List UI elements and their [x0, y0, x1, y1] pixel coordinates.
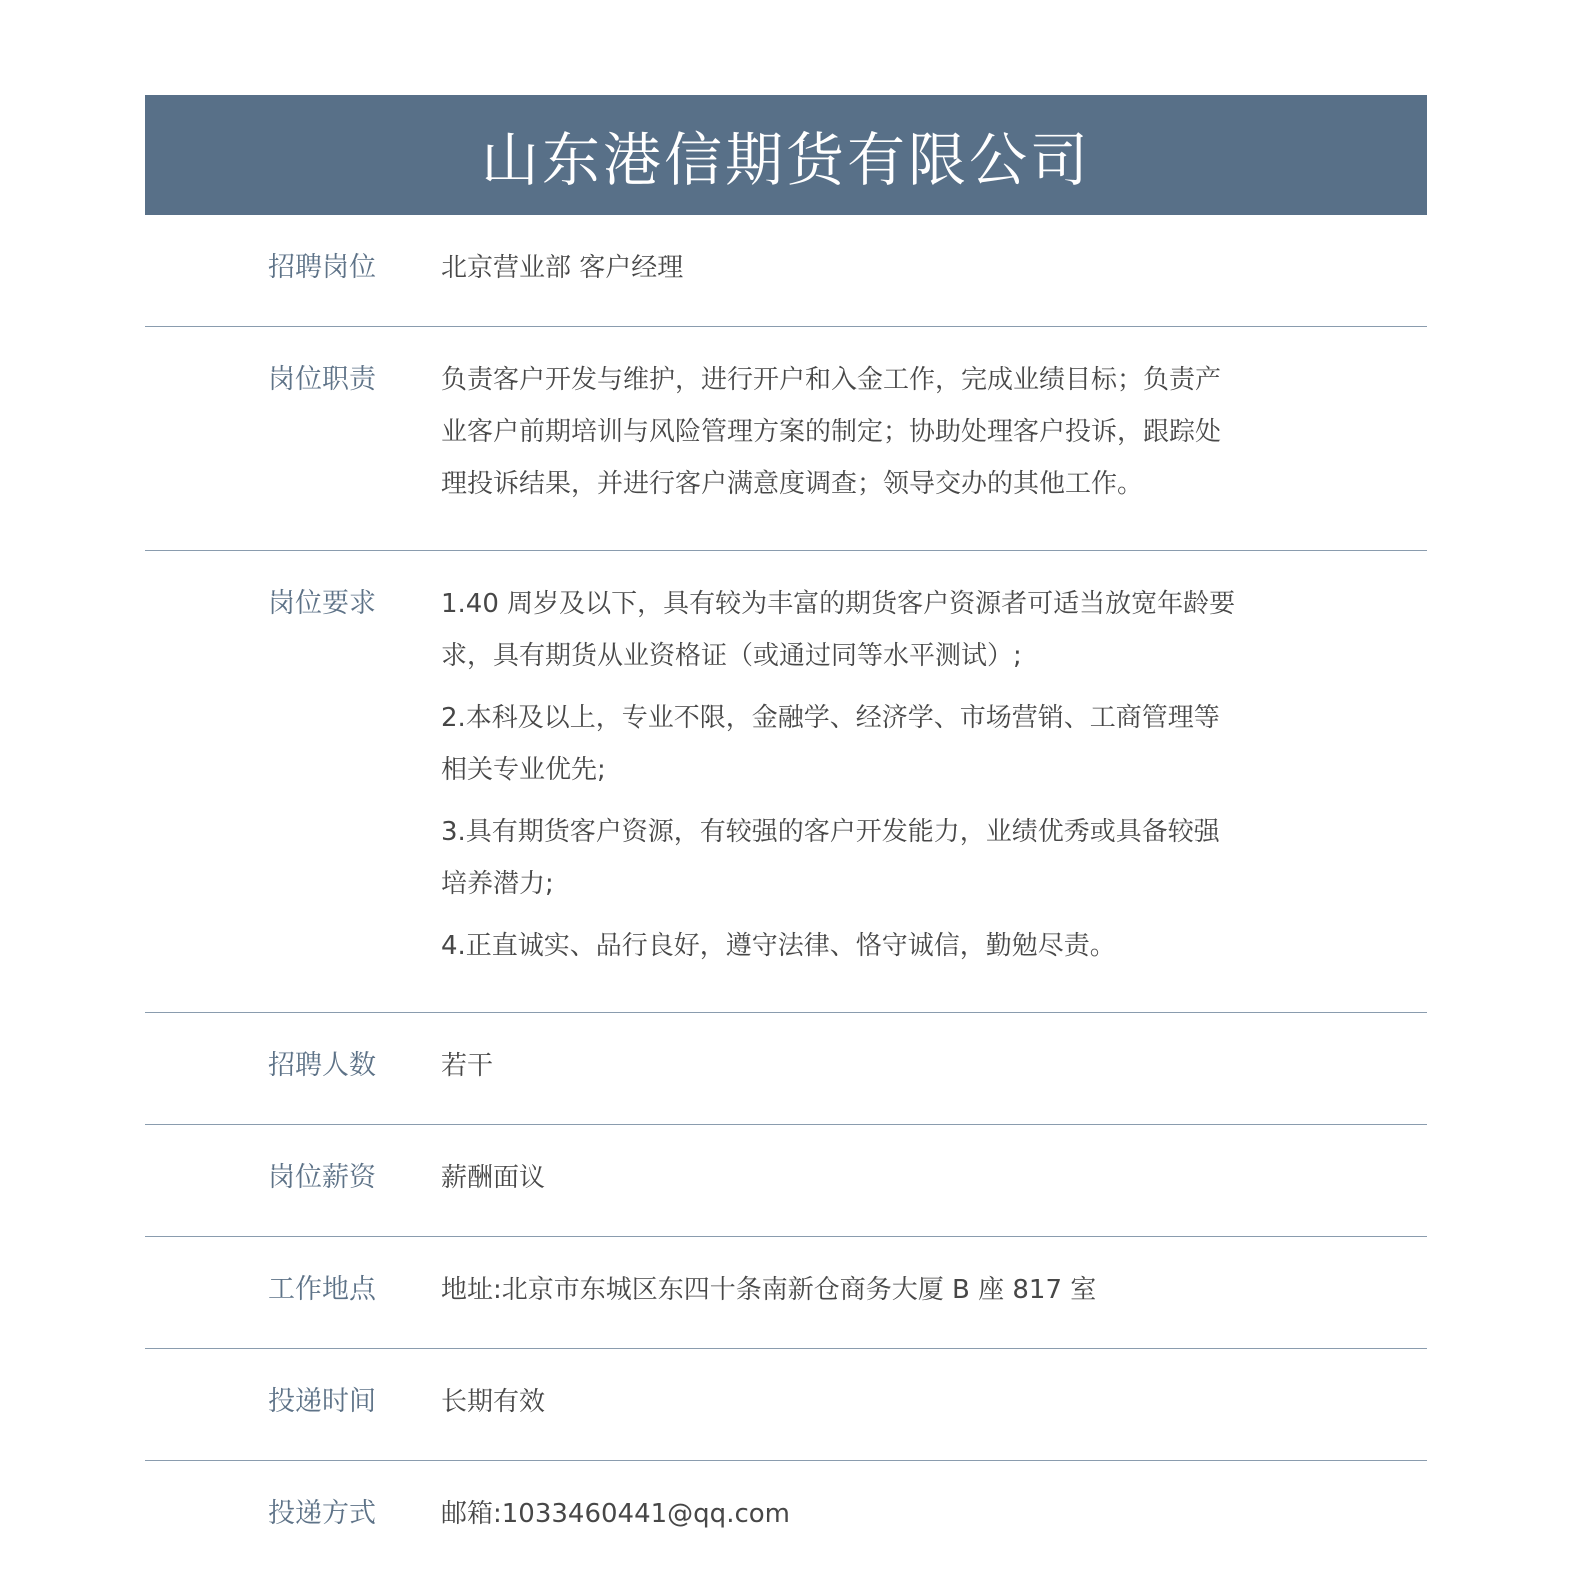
headcount-value: 若干: [441, 1051, 494, 1081]
row-requirements: [145, 551, 1427, 1013]
header-banner: [145, 95, 1427, 215]
row-headcount: [145, 1013, 1427, 1125]
location-value: 地址:北京市东城区东四十条南新仓商务大厦 B 座 817 室: [441, 1275, 1097, 1305]
location-label: 工作地点: [268, 1274, 376, 1305]
apply-email: 邮箱:1033460441@qq.com: [441, 1499, 790, 1529]
headcount-label: 招聘人数: [268, 1050, 376, 1081]
apply-label: 投递方式: [268, 1498, 376, 1529]
duties-label: 岗位职责: [268, 364, 376, 395]
row-salary: [145, 1125, 1427, 1237]
salary-value: 薪酬面议: [441, 1163, 546, 1193]
row-apply: [145, 1461, 1427, 1572]
requirement-item: 2.本科及以上，专业不限，金融学、经济学、市场营销、工商管理等相关专业优先;: [441, 703, 1220, 785]
row-duties: [145, 327, 1427, 551]
company-title: 山东港信期货有限公司: [480, 126, 1091, 194]
duties-value: 负责客户开发与维护，进行开户和入金工作，完成业绩目标；负责产业客户前期培训与风险管理方案的制定；协助处理客户投诉，跟踪处理投诉结果，并进行客户满意度调查；领导交办的其他工作。: [441, 365, 1222, 499]
position-label: 招聘岗位: [268, 252, 376, 283]
requirement-item: 3.具有期货客户资源，有较强的客户开发能力，业绩优秀或具备较强培养潜力;: [441, 817, 1220, 899]
requirement-item: 1.40 周岁及以下，具有较为丰富的期货客户资源者可适当放宽年龄要求，具有期货从业资格证（或通过同等水平测试）;: [441, 589, 1236, 671]
requirements-label: 岗位要求: [268, 588, 376, 619]
job-posting: [145, 95, 1427, 1572]
requirements-list: [441, 578, 1241, 972]
deadline-label: 投递时间: [268, 1386, 376, 1417]
row-position: [145, 215, 1427, 327]
row-deadline: [145, 1349, 1427, 1461]
deadline-value: 长期有效: [441, 1387, 546, 1417]
row-location: [145, 1237, 1427, 1349]
requirement-item: 4.正直诚实、品行良好，遵守法律、恪守诚信，勤勉尽责。: [441, 931, 1116, 961]
salary-label: 岗位薪资: [268, 1162, 376, 1193]
position-value: 北京营业部 客户经理: [441, 253, 684, 283]
